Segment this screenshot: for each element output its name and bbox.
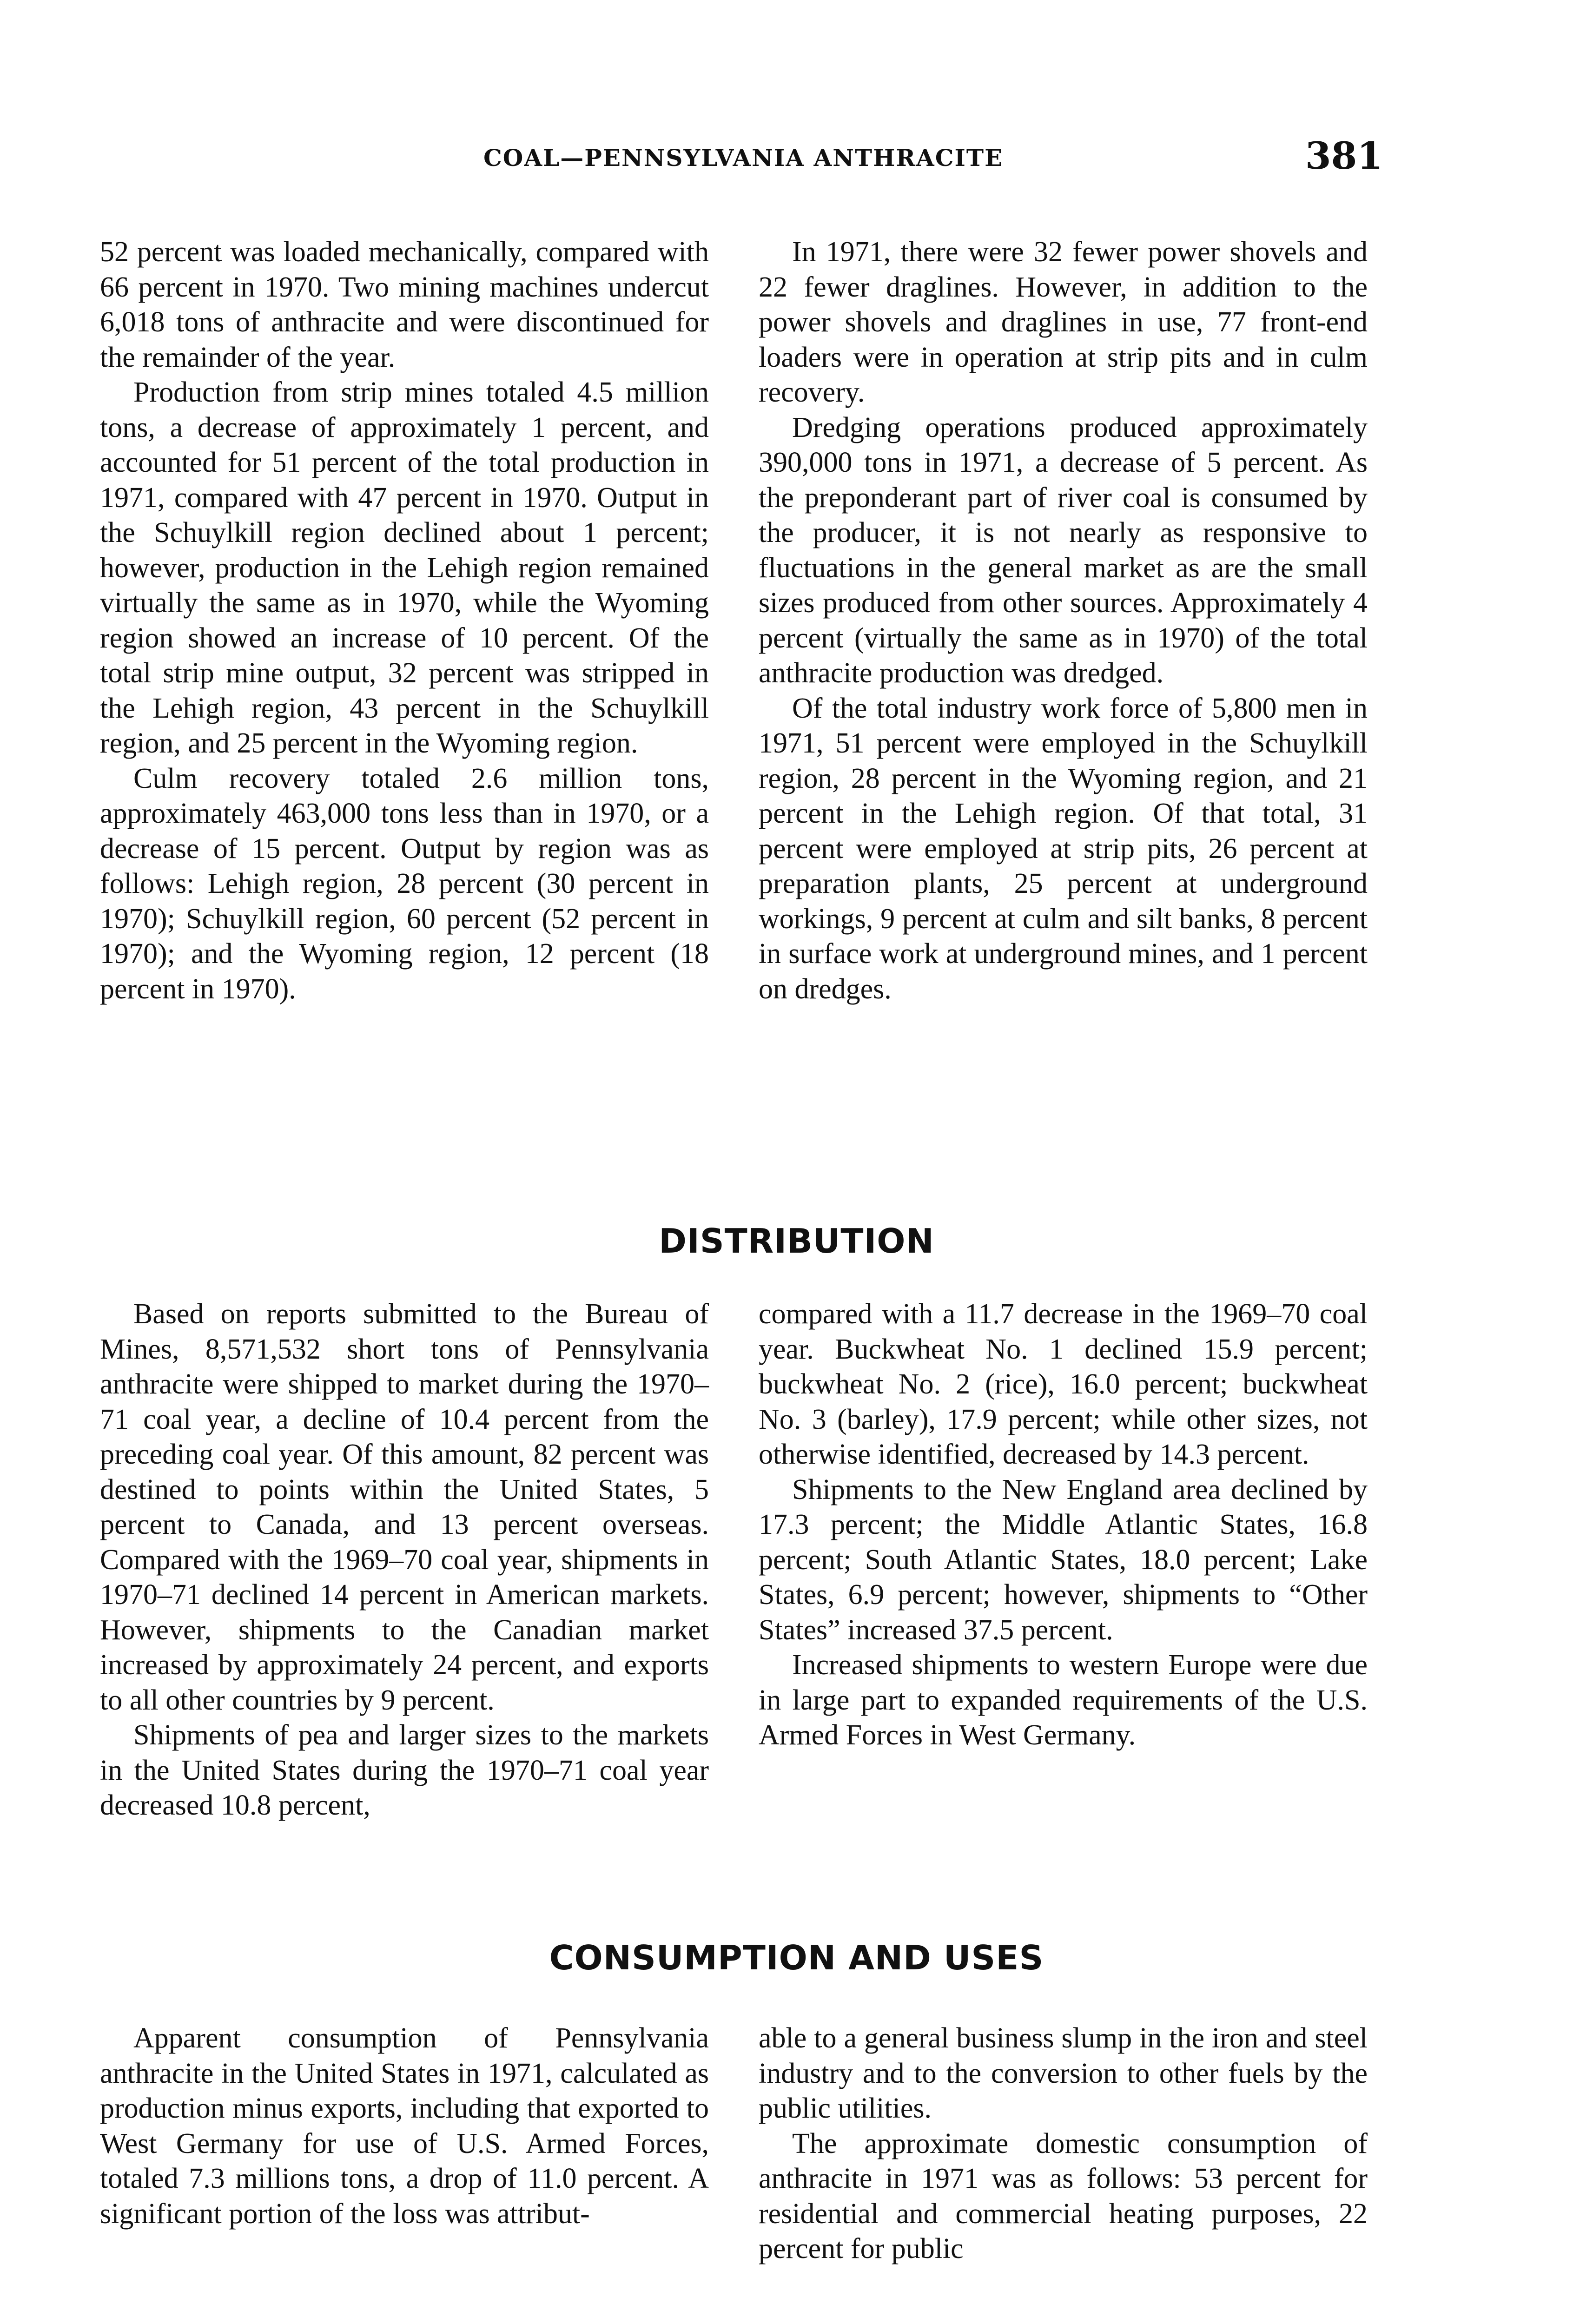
distribution-left-column xyxy=(100,1297,709,1823)
distribution-right-column xyxy=(759,1297,1368,1753)
intro-left-column xyxy=(100,235,709,1007)
paragraph: able to a general business slump in the iron and steel industry and to the conversion to other fuels by the public utilities. xyxy=(759,2022,1368,2124)
section-heading-consumption: CONSUMPTION AND USES xyxy=(549,1938,1044,1977)
paragraph: Shipments to the New England area declined by 17.3 percent; the Middle Atlantic States, 16.8 percent; South Atlantic States, 18.0 percent; Lake States, 6.9 percent; however, shipments to “Other States” increased 37.5 percent. xyxy=(759,1473,1368,1646)
intro-right-column xyxy=(759,235,1368,1007)
paragraph: 52 percent was loaded mechanically, compared with 66 percent in 1970. Two mining machines undercut 6,018 tons of anthracite and were discontinued for the remainder of the year. xyxy=(100,236,709,373)
paragraph: The approximate domestic consumption of anthracite in 1971 was as follows: 53 percent for residential and commercial heating purposes, 22 percent for public xyxy=(759,2127,1368,2265)
paragraph: Apparent consumption of Pennsylvania anthracite in the United States in 1971, calculated as production minus exports, including that exported to West Germany for use of U.S. Armed Forces, totaled 7.3 millions tons, a drop of 11.0 percent. A significant portion of the loss was attribut- xyxy=(100,2022,709,2230)
paragraph: Shipments of pea and larger sizes to the markets in the United States during the 1970–71 coal year decreased 10.8 percent, xyxy=(100,1719,709,1821)
consumption-left-column xyxy=(100,2021,709,2232)
running-head: COAL—PENNSYLVANIA ANTHRACITE xyxy=(483,144,1004,172)
paragraph: Dredging operations produced approximately 390,000 tons in 1971, a decrease of 5 percent. As the preponderant part of river coal is consumed by the producer, it is not nearly as responsive to fluctuations in the general market as are the small sizes produced from other sources. Approximately 4 percent (virtually the same as in 1970) of the total anthracite production was dredged. xyxy=(759,411,1368,689)
paragraph: Based on reports submitted to the Bureau of Mines, 8,571,532 short tons of Pennsylvania anthracite were shipped to market during the 1970–71 coal year, a decline of 10.4 percent from the preceding coal year. Of this amount, 82 percent was destined to points within the United States, 5 percent to Canada, and 13 percent overseas. Compared with the 1969–70 coal year, shipments in 1970–71 declined 14 percent in American markets. However, shipments to the Canadian market increased by approximately 24 percent, and exports to all other countries by 9 percent. xyxy=(100,1298,709,1716)
paragraph: In 1971, there were 32 fewer power shovels and 22 fewer draglines. However, in addition to the power shovels and draglines in use, 77 front-end loaders were in operation at strip pits and in culm recovery. xyxy=(759,236,1368,408)
page-number: 381 xyxy=(1305,134,1383,178)
paragraph: Of the total industry work force of 5,800 men in 1971, 51 percent were employed in the Schuylkill region, 28 percent in the Wyoming region, and 21 percent in the Lehigh region. Of that total, 31 percent were employed at strip pits, 26 percent at preparation plants, 25 percent at underground workings, 9 percent at culm and silt banks, 8 percent in surface work at underground mines, and 1 percent on dredges. xyxy=(759,692,1368,1005)
section-heading-distribution: DISTRIBUTION xyxy=(659,1221,934,1261)
paragraph: Increased shipments to western Europe were due in large part to expanded requirements of the U.S. Armed Forces in West Germany. xyxy=(759,1649,1368,1751)
paragraph: compared with a 11.7 decrease in the 1969–70 coal year. Buckwheat No. 1 declined 15.9 percent; buckwheat No. 2 (rice), 16.0 percent; buckwheat No. 3 (barley), 17.9 percent; while other sizes, not otherwise identified, decreased by 14.3 percent. xyxy=(759,1298,1368,1470)
paragraph: Culm recovery totaled 2.6 million tons, approximately 463,000 tons less than in 1970, or a decrease of 15 percent. Output by region was as follows: Lehigh region, 28 percent (30 percent in 1970); Schuylkill region, 60 percent (52 percent in 1970); and the Wyoming region, 12 percent (18 percent in 1970). xyxy=(100,762,709,1005)
paragraph: Production from strip mines totaled 4.5 million tons, a decrease of approximately 1 percent, and accounted for 51 percent of the total production in 1971, compared with 47 percent in 1970. Output in the Schuylkill region declined about 1 percent; however, production in the Lehigh region remained virtually the same as in 1970, while the Wyoming region showed an increase of 10 percent. Of the total strip mine output, 32 percent was stripped in the Lehigh region, 43 percent in the Schuylkill region, and 25 percent in the Wyoming region. xyxy=(100,376,709,759)
consumption-right-column xyxy=(759,2021,1368,2267)
